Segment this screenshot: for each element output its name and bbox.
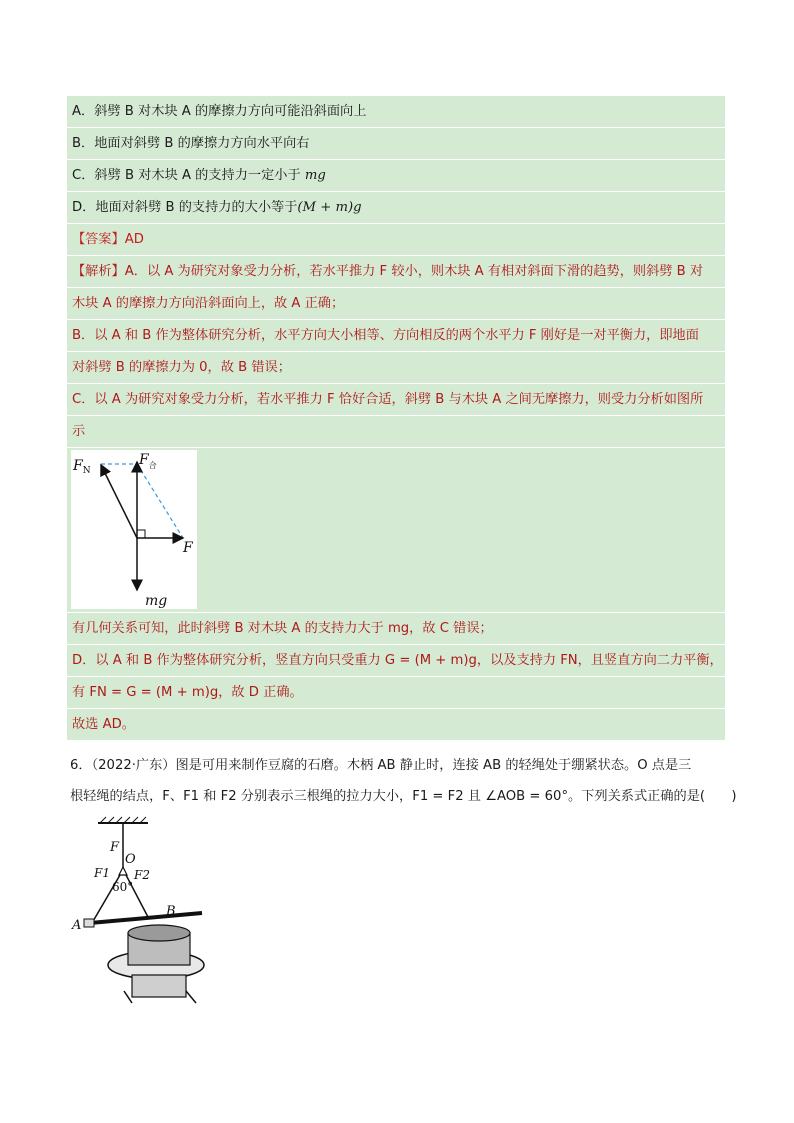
solution-block (67, 96, 725, 741)
analysis-line-9: 有 FN = G = (M + m)g，故 D 正确。 (67, 677, 725, 709)
analysis-line-7: 有几何关系可知，此时斜劈 B 对木块 A 的支持力大于 mg，故 C 错误； (67, 613, 725, 645)
fig2-f2: F2 (134, 868, 150, 882)
option-a: A．斜劈 B 对木块 A 的摩擦力方向可能沿斜面向上 (67, 96, 725, 128)
millstone-svg (70, 815, 230, 1015)
analysis-line-6: 示 (67, 416, 725, 448)
analysis-line-10: 故选 AD。 (67, 709, 725, 741)
force-diagram-svg (71, 450, 197, 609)
fn-arrow (101, 465, 137, 538)
analysis-line-4: 对斜劈 B 的摩擦力为 0，故 B 错误； (67, 352, 725, 384)
fig2-f1: F1 (94, 866, 110, 880)
question-6-line-1: 6．（2022·广东）图是可用来制作豆腐的石磨。木柄 AB 静止时，连接 AB 的轻绳处于绷紧状态。O 点是三 (70, 758, 692, 773)
fig2-o: O (125, 852, 136, 867)
option-c: C．斜劈 B 对木块 A 的支持力一定小于 mg (67, 160, 725, 192)
right-angle-mark (137, 530, 145, 538)
question-6 (70, 750, 737, 812)
fig2-angle: 60° (112, 880, 134, 894)
fhe-label: $F_合$ (139, 452, 157, 470)
analysis-line-3: B．以 A 和 B 作为整体研究分析，水平方向大小相等、方向相反的两个水平力 F 刚好是一对平衡力，即地面 (67, 320, 725, 352)
mg-label: mg (145, 593, 168, 609)
fhe-f-dashed (137, 464, 183, 538)
force-diagram (71, 450, 197, 609)
millstone-figure (70, 815, 230, 1019)
analysis-line-1: 【解析】A．以 A 为研究对象受力分析，若水平推力 F 较小，则木块 A 有相对斜面下滑的趋势，则斜劈 B 对 (67, 256, 725, 288)
option-d: D．地面对斜劈 B 的支持力的大小等于(M + m)g (67, 192, 725, 224)
question-6-line-2: 根轻绳的结点，F、F1 和 F2 分别表示三根绳的拉力大小，F1 = F2 且 ∠AOB = 60°。下列关系式正确的是( ) (70, 789, 737, 804)
analysis-line-5: C．以 A 为研究对象受力分析，若水平推力 F 恰好合适，斜劈 B 与木块 A 之间无摩擦力，则受力分析如图所 (67, 384, 725, 416)
answer-line: 【答案】AD (67, 224, 725, 256)
fig2-b: B (166, 904, 176, 919)
option-b: B．地面对斜劈 B 的摩擦力方向水平向右 (67, 128, 725, 160)
analysis-line-2: 木块 A 的摩擦力方向沿斜面向上，故 A 正确； (67, 288, 725, 320)
fig2-f: F (110, 840, 120, 855)
analysis-line-8: D．以 A 和 B 作为整体研究分析，竖直方向只受重力 G = (M + m)g，以及支持力 FN，且竖直方向二力平衡， (67, 645, 725, 677)
fn-label: $F_N$ (73, 458, 91, 476)
force-diagram-row (67, 448, 725, 613)
fig2-a: A (72, 918, 82, 933)
f-label: F (183, 540, 193, 556)
